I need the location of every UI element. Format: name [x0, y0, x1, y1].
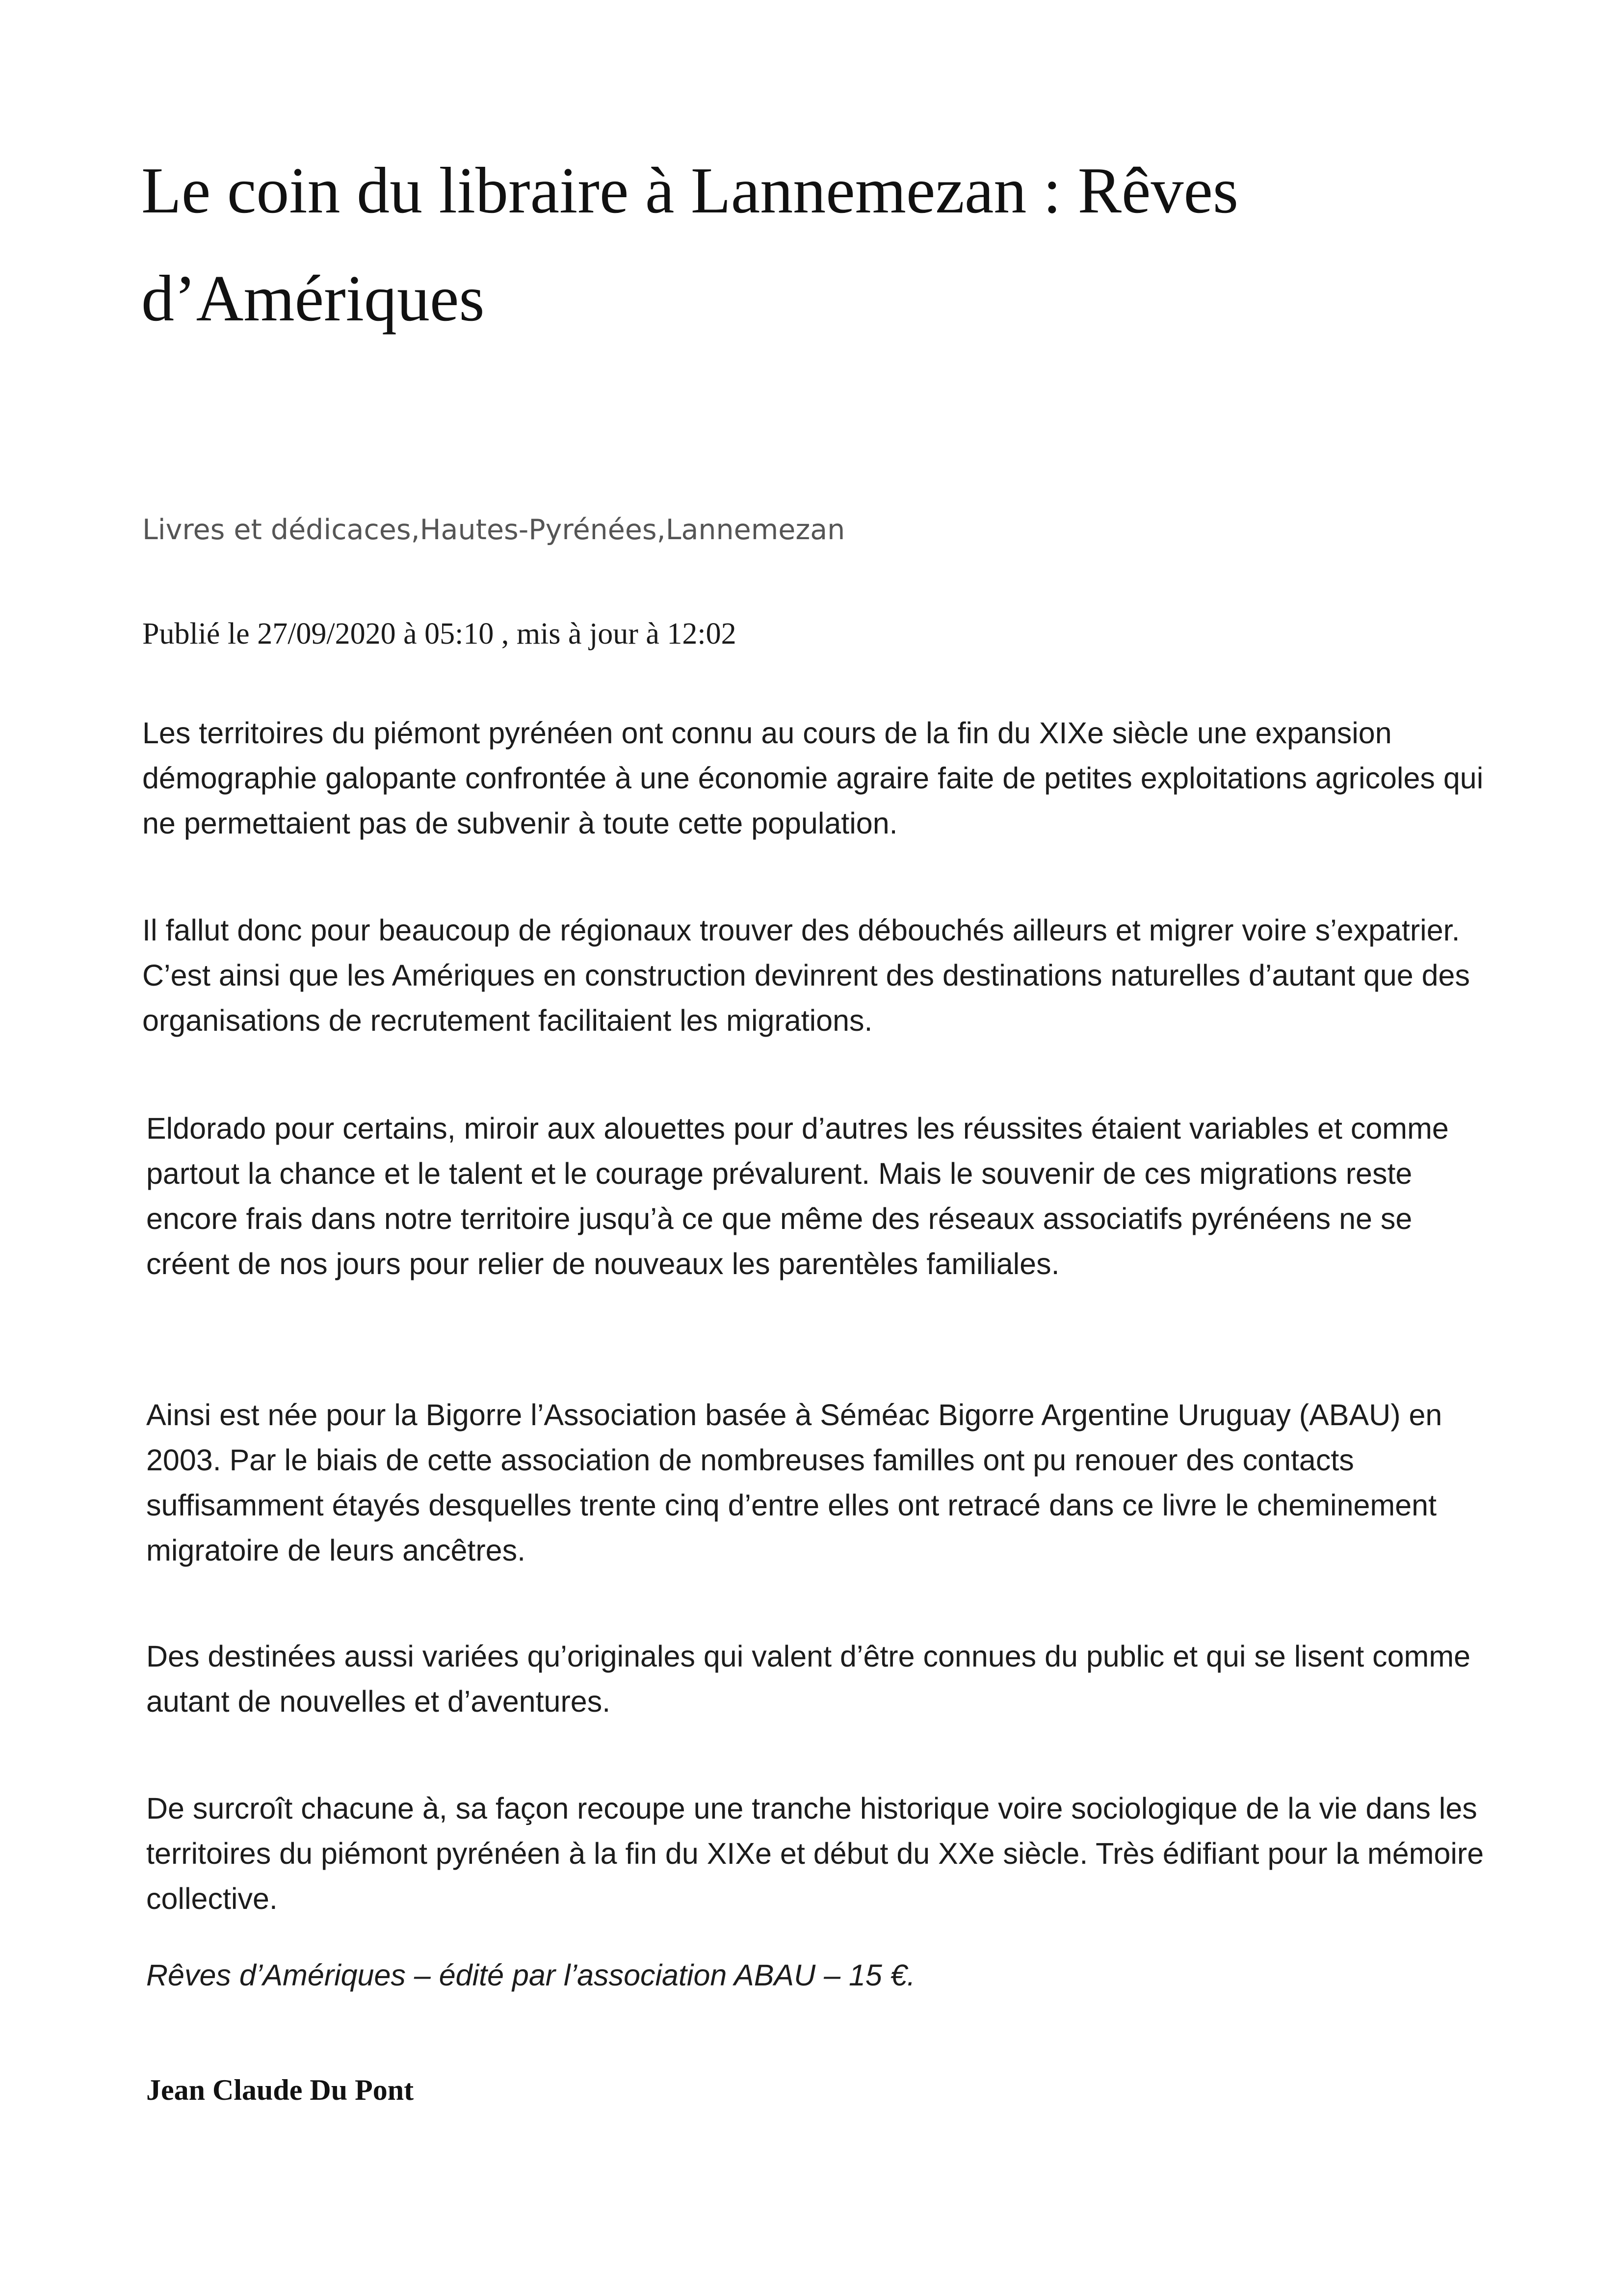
article-paragraph: Il fallut donc pour beaucoup de régionaux trouver des débouchés ailleurs et migrer voire s’expatrier. C’est ainsi que les Amériques en construction devinrent des destinations naturelles d’autant que des organisations de recrutement facilitaient les migrations.: [142, 913, 1470, 1037]
article-title: Le coin du libraire à Lannemezan : Rêves d’Amériques: [141, 154, 1239, 335]
article-categories: Livres et dédicaces,Hautes-Pyrénées,Lannemezan: [142, 514, 845, 546]
article-paragraph: Les territoires du piémont pyrénéen ont connu au cours de la fin du XIXe siècle une expansion démographie galopante confrontée à une économie agraire faite de petites exploitations agricoles qui ne permettaient pas de subvenir à toute cette population.: [142, 716, 1484, 840]
article-paragraph: De surcroît chacune à, sa façon recoupe une tranche historique voire sociologique de la vie dans les territoires du piémont pyrénéen à la fin du XIXe et début du XXe siècle. Très édifiant pour la mémoire collective.: [146, 1792, 1484, 1915]
article-paragraph: Des destinées aussi variées qu’originales qui valent d’être connues du public et qui se lisent comme autant de nouvelles et d’aventures.: [146, 1640, 1471, 1718]
article-paragraph: Ainsi est née pour la Bigorre l’Association basée à Séméac Bigorre Argentine Uruguay (ABAU) en 2003. Par le biais de cette association de nombreuses familles ont pu renouer des contacts suffisamment étayés desquelles trente cinq d’entre elles ont retracé dans ce livre le cheminement migratoire de leurs ancêtres.: [146, 1398, 1442, 1567]
article-author: Jean Claude Du Pont: [146, 2074, 414, 2106]
publication-date: Publié le 27/09/2020 à 05:10 , mis à jour à 12:02: [142, 617, 736, 651]
article-paragraph: Eldorado pour certains, miroir aux alouettes pour d’autres les réussites étaient variables et comme partout la chance et le talent et le courage prévalurent. Mais le souvenir de ces migrations reste encore frais dans notre territoire jusqu’à ce que même des réseaux associatifs pyrénéens ne se créent de nos jours pour relier de nouveaux les parentèles familiales.: [146, 1112, 1449, 1280]
book-credit: Rêves d’Amériques – édité par l’association ABAU – 15 €.: [146, 1958, 916, 1992]
